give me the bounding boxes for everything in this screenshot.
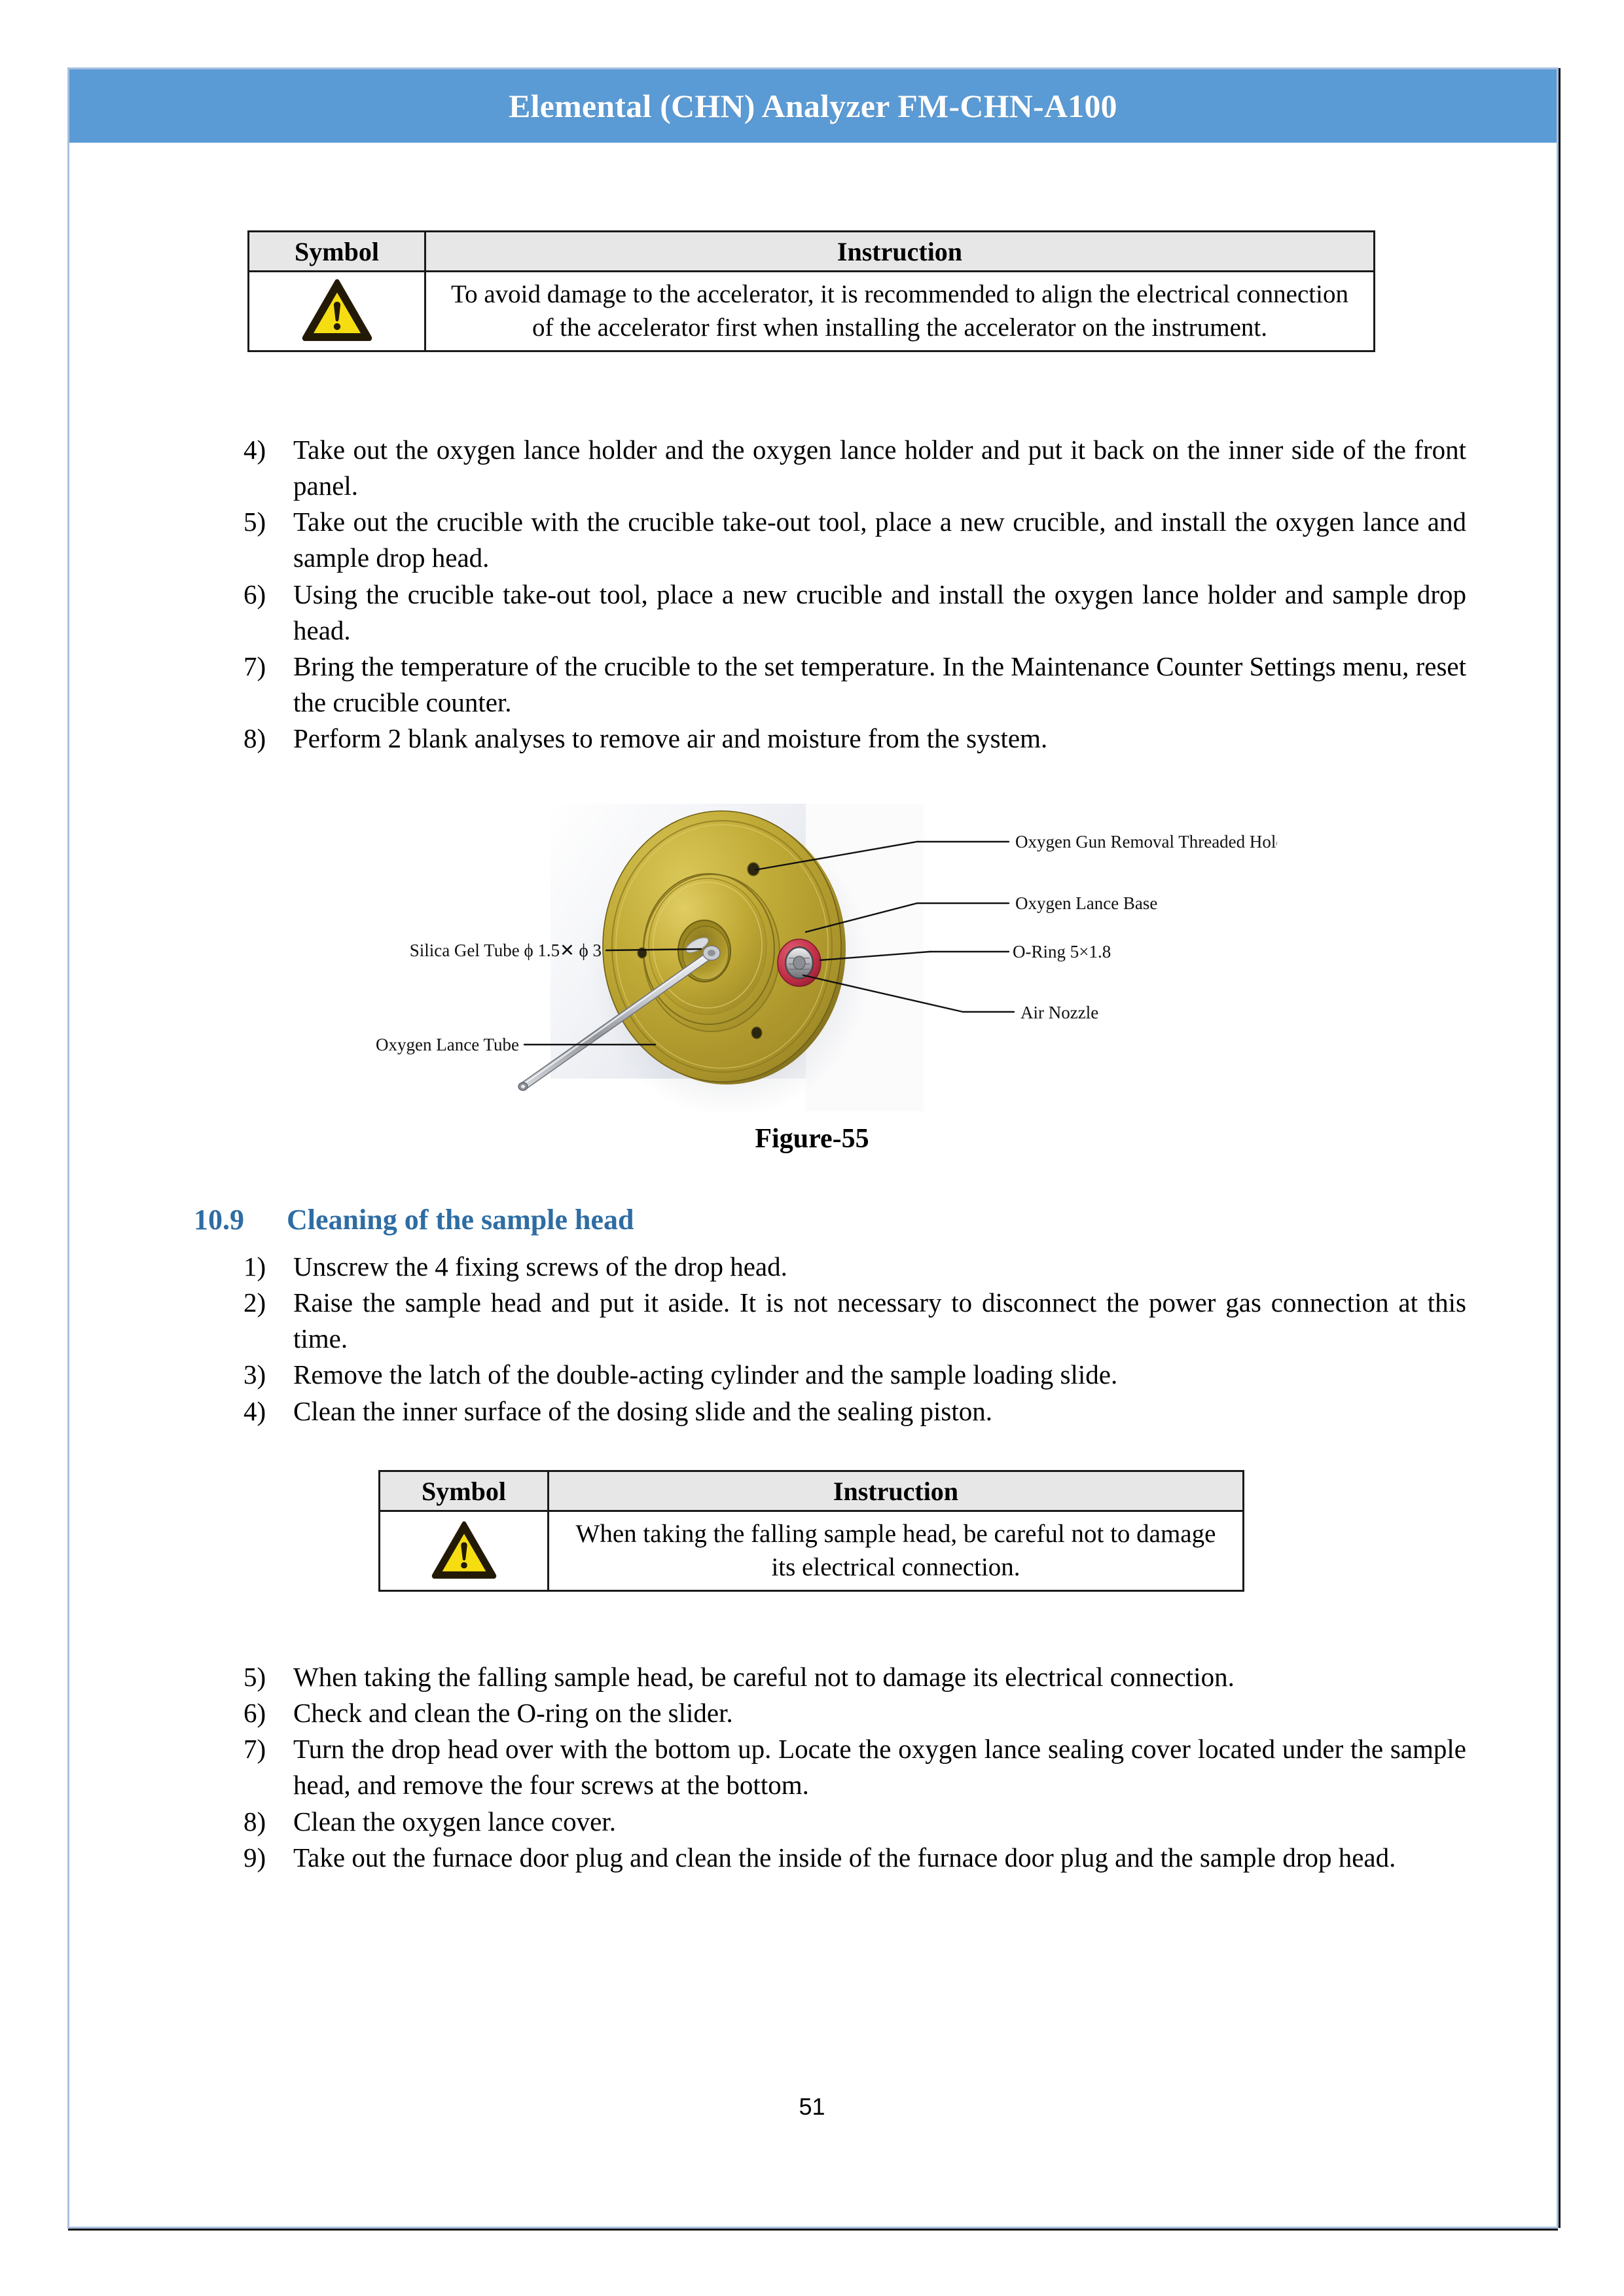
list-item-marker: 8) <box>244 723 266 754</box>
section-number: 10.9 <box>194 1204 244 1236</box>
list-item-text: Turn the drop head over with the bottom up. Locate the oxygen lance sealing cover located under the sample head, and remove the four screws at the bottom. <box>293 1734 1466 1801</box>
column-header-symbol: Symbol <box>249 232 425 272</box>
figure-55-block <box>0 804 1624 1111</box>
list-item-marker: 5) <box>244 507 266 537</box>
procedure-list-cleaning-b <box>244 1659 1466 1876</box>
list-item <box>244 649 1466 721</box>
section-title: Cleaning of the sample head <box>287 1204 634 1236</box>
list-item <box>244 1731 1466 1803</box>
list-item <box>244 1393 1466 1429</box>
figure-label-lance-tube: Oxygen Lance Tube <box>375 1035 519 1054</box>
procedure-list-top <box>244 432 1466 757</box>
list-item-text: Take out the furnace door plug and clean the inside of the furnace door plug and the sample drop head. <box>293 1842 1396 1873</box>
list-item-marker: 7) <box>244 651 266 681</box>
list-item-text: Take out the oxygen lance holder and the oxygen lance holder and put it back on the inner side of the front panel. <box>293 435 1466 501</box>
figure-label-o-ring: O-Ring 5×1.8 <box>1012 942 1111 961</box>
list-item-text: Take out the crucible with the crucible take-out tool, place a new crucible, and install the oxygen lance and sample drop head. <box>293 507 1466 573</box>
list-item-text: Check and clean the O-ring on the slider. <box>293 1698 733 1729</box>
list-item <box>244 504 1466 576</box>
table-header-row <box>380 1471 1244 1511</box>
list-item-marker: 6) <box>244 1698 266 1729</box>
list-item-marker: 3) <box>244 1359 266 1390</box>
list-item-marker: 4) <box>244 1395 266 1426</box>
list-item <box>244 1249 1466 1285</box>
figure-label-air-nozzle: Air Nozzle <box>1020 1003 1098 1022</box>
oxygen-lance-assembly-diagram <box>348 804 1277 1111</box>
list-item <box>244 1357 1466 1393</box>
list-item-marker: 9) <box>244 1842 266 1873</box>
list-item-text: Perform 2 blank analyses to remove air and moisture from the system. <box>293 723 1048 754</box>
list-item-text: Remove the latch of the double-acting cylinder and the sample loading slide. <box>293 1359 1118 1390</box>
list-item-text: Using the crucible take-out tool, place a new crucible and install the oxygen lance holder and sample drop head. <box>293 579 1466 645</box>
list-item-text: Clean the oxygen lance cover. <box>293 1806 616 1837</box>
page-number: 51 <box>799 2093 825 2120</box>
instruction-cell: To avoid damage to the accelerator, it is recommended to align the electrical connection of the accelerator first when installing the accelerator on the instrument. <box>425 272 1375 351</box>
list-item <box>244 1659 1466 1695</box>
figure-caption: Figure-55 <box>755 1124 869 1154</box>
list-item-text: Unscrew the 4 fixing screws of the drop head. <box>293 1251 787 1282</box>
page-header-band <box>69 69 1557 143</box>
list-item-text: Bring the temperature of the crucible to the set temperature. In the Maintenance Counter Settings menu, reset the crucible counter. <box>293 651 1466 717</box>
list-item-marker: 4) <box>244 435 266 465</box>
list-item-marker: 6) <box>244 579 266 609</box>
table-row <box>249 272 1375 351</box>
symbol-cell <box>249 272 425 351</box>
list-item <box>244 577 1466 649</box>
list-item-marker: 8) <box>244 1806 266 1837</box>
warning-table-2 <box>378 1470 1244 1592</box>
figure-label-lance-base: Oxygen Lance Base <box>1015 893 1157 913</box>
page-title: Elemental (CHN) Analyzer FM-CHN-A100 <box>509 88 1117 124</box>
warning-table-1 <box>247 230 1375 352</box>
list-item <box>244 1695 1466 1731</box>
column-header-symbol: Symbol <box>380 1471 549 1511</box>
list-item <box>244 1804 1466 1840</box>
column-header-instruction: Instruction <box>425 232 1375 272</box>
warning-triangle-icon <box>302 278 372 341</box>
column-header-instruction: Instruction <box>549 1471 1244 1511</box>
list-item <box>244 1285 1466 1357</box>
list-item <box>244 721 1466 757</box>
figure-label-silica-gel-tube: Silica Gel Tube ϕ 1.5✕ ϕ 3 <box>409 941 602 960</box>
procedure-list-cleaning-a <box>244 1249 1466 1429</box>
list-item-text: When taking the falling sample head, be careful not to damage its electrical connection. <box>293 1662 1235 1692</box>
list-item-text: Raise the sample head and put it aside. It is not necessary to disconnect the power gas connection at this time. <box>293 1287 1466 1354</box>
symbol-cell <box>380 1511 549 1591</box>
list-item <box>244 1840 1466 1876</box>
list-item-marker: 2) <box>244 1287 266 1318</box>
figure-label-threaded-hole: Oxygen Gun Removal Threaded Hole <box>1015 832 1277 852</box>
table-header-row <box>249 232 1375 272</box>
instruction-cell: When taking the falling sample head, be careful not to damage its electrical connection. <box>549 1511 1244 1591</box>
figure-canvas <box>348 804 1277 1111</box>
list-item-marker: 1) <box>244 1251 266 1282</box>
list-item-marker: 7) <box>244 1734 266 1765</box>
list-item-marker: 5) <box>244 1662 266 1692</box>
list-item-text: Clean the inner surface of the dosing slide and the sealing piston. <box>293 1395 993 1426</box>
list-item <box>244 432 1466 504</box>
table-row <box>380 1511 1244 1591</box>
warning-triangle-icon <box>431 1520 497 1579</box>
section-heading-10-9 <box>194 1203 634 1236</box>
